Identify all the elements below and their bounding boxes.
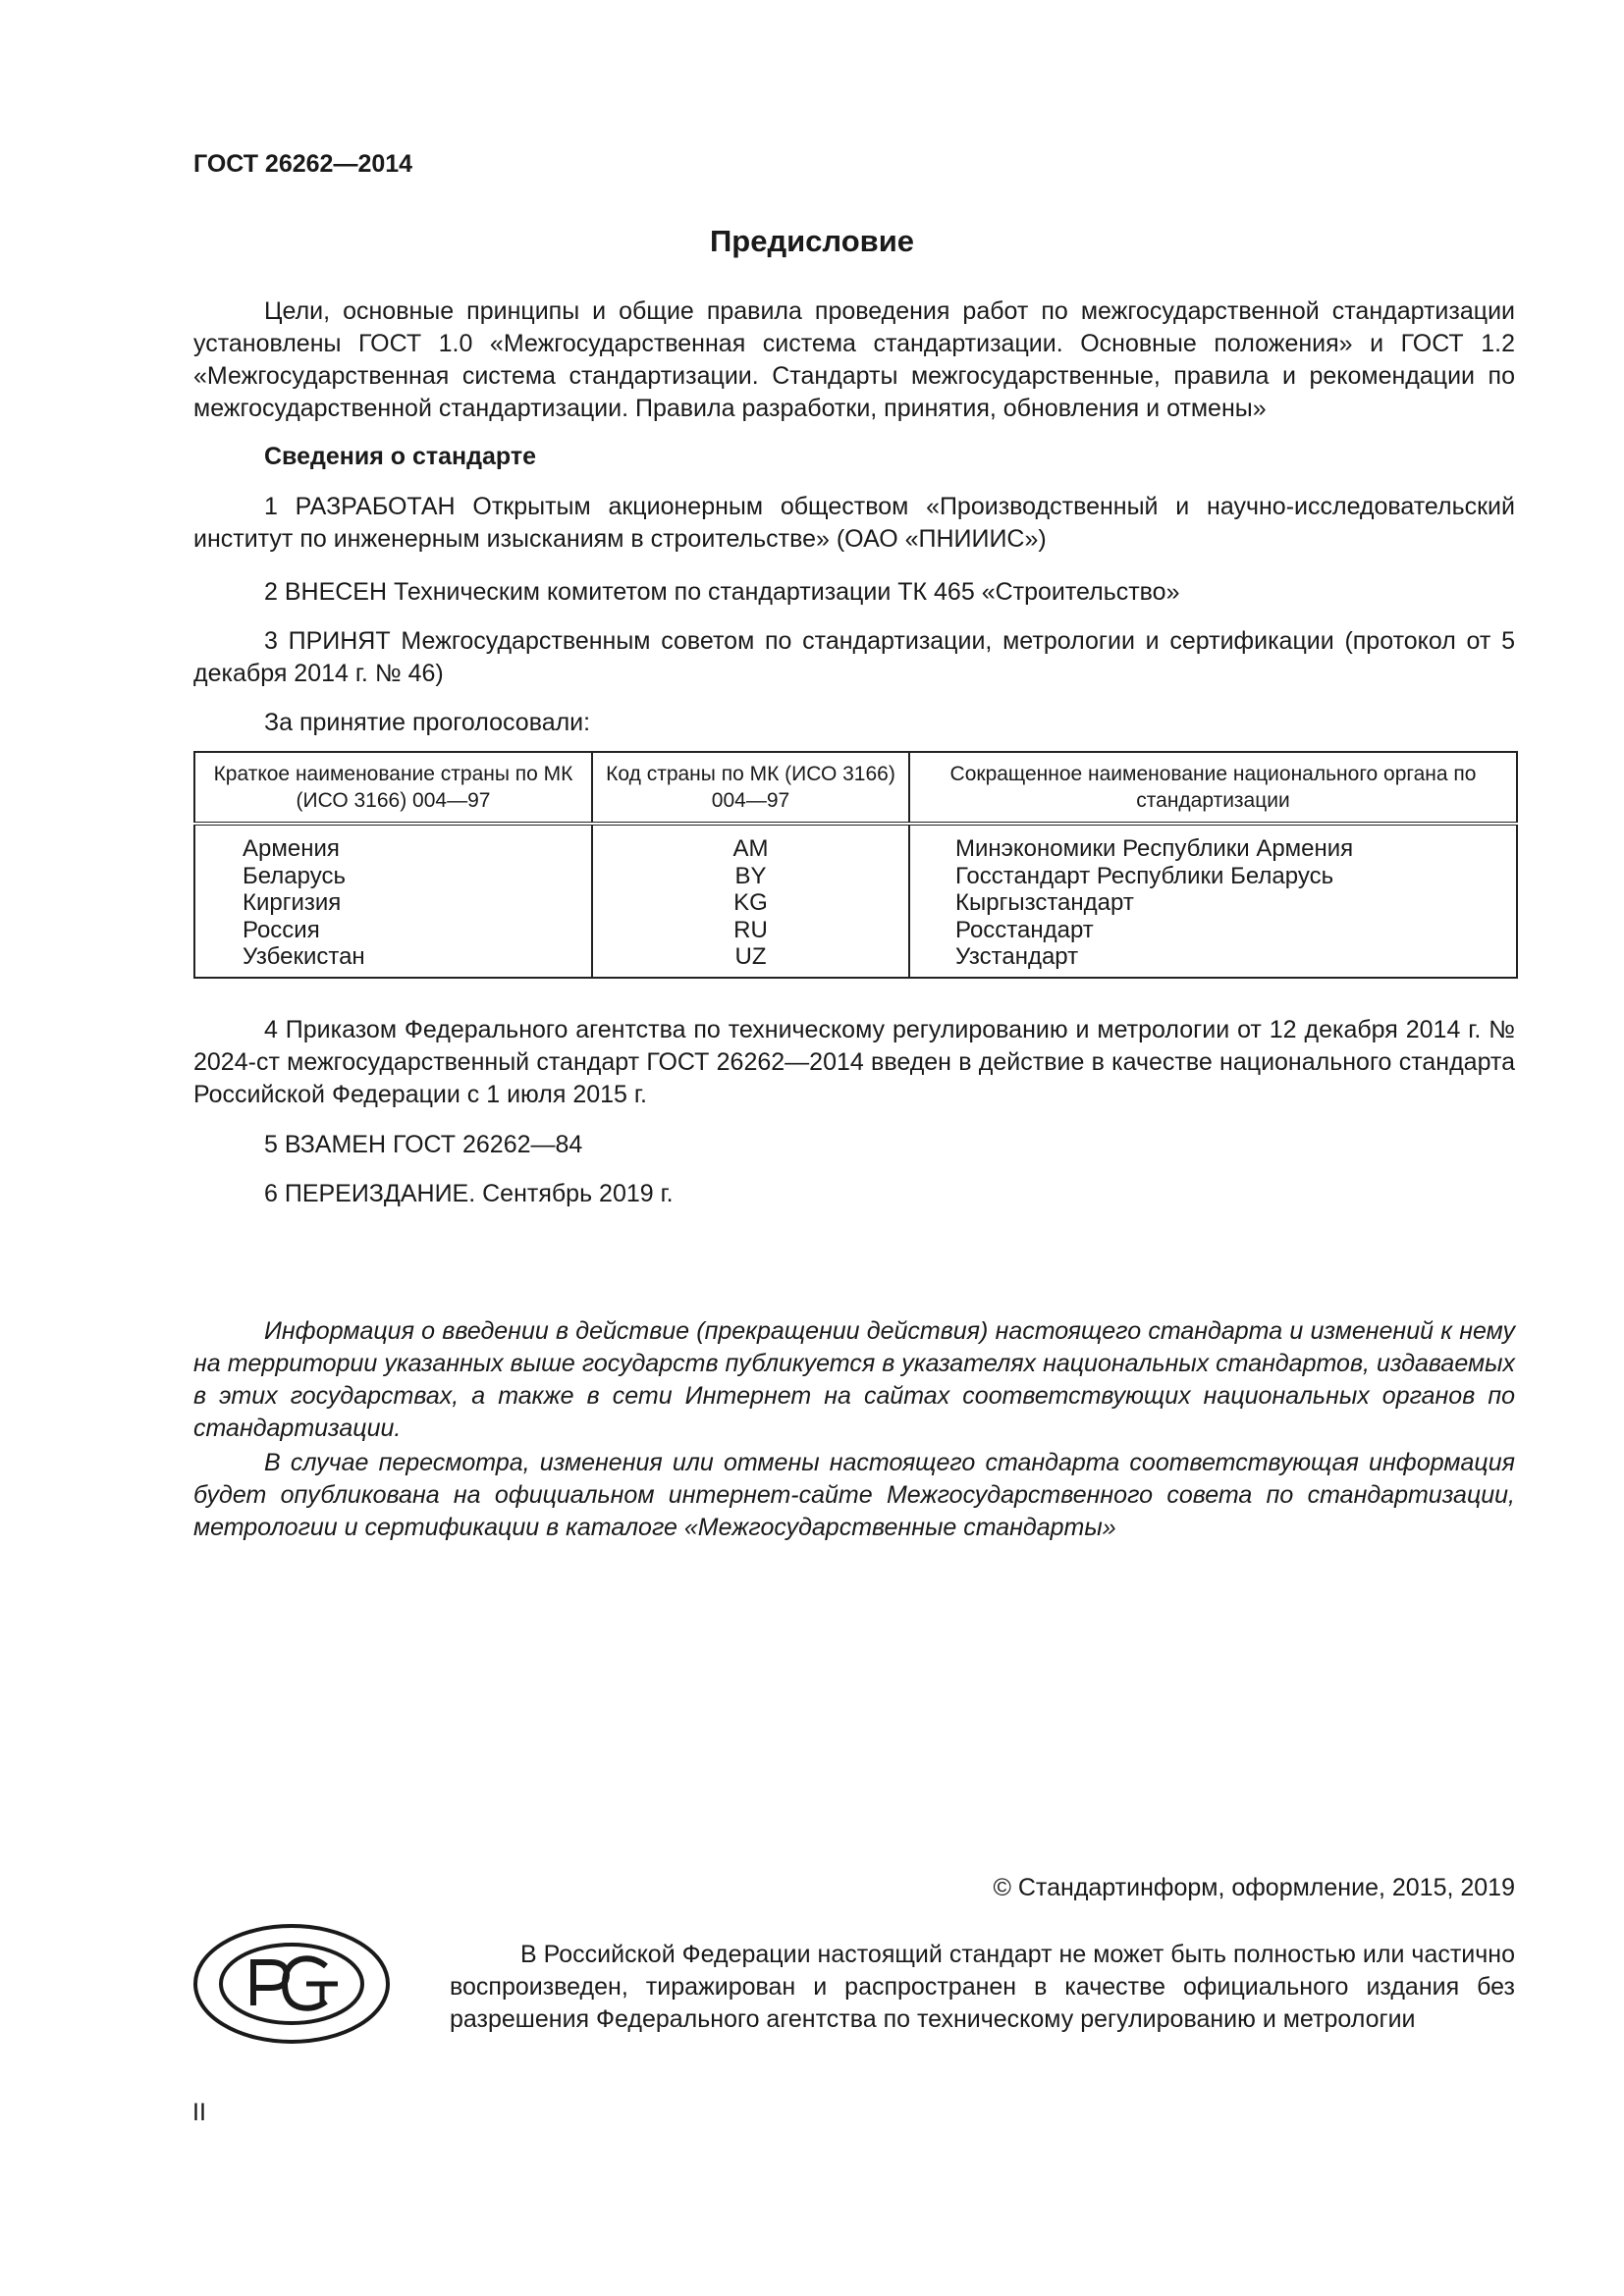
- item-2: 2 ВНЕСЕН Техническим комитетом по стандартизации ТК 465 «Строительство»: [264, 578, 1180, 606]
- intro-paragraph: Цели, основные принципы и общие правила проведения работ по межгосударственной стандартизации установлены ГОСТ 1.0 «Межгосударственная система стандартизации. Основные положения» и ГОСТ 1.2 «Межгосударственная система стандартизации. Стандарты межгосударственные, правила и рекомендации по межгосударственной стандартизации. Правила разработки, принятия, обновления и отмены»: [193, 297, 1515, 422]
- country-name: Россия: [243, 916, 320, 943]
- table-header-country: Краткое наименование страны по МК (ИСО 3166) 004—97: [194, 752, 592, 824]
- country-name: Беларусь: [243, 862, 346, 889]
- rst-certification-logo-icon: [192, 1923, 391, 2045]
- page-number: II: [192, 2099, 206, 2126]
- country-name: Киргизия: [243, 889, 342, 916]
- table-header-organ: Сокращенное наименование национального органа по стандартизации: [909, 752, 1517, 824]
- copyright: © Стандартинформ, оформление, 2015, 2019: [993, 1874, 1515, 1901]
- item-5: 5 ВЗАМЕН ГОСТ 26262—84: [264, 1131, 583, 1158]
- country-column: [194, 824, 592, 978]
- italic-info-2: В случае пересмотра, изменения или отмены настоящего стандарта соответствующая информация будет опубликована на официальном интернет-сайте Межгосударственного совета по стандартизации, метрологии и сертификации в каталоге «Межгосударственные стандарты»: [193, 1449, 1515, 1541]
- country-code: BY: [734, 862, 767, 889]
- country-code: RU: [733, 916, 768, 943]
- country-code: KG: [733, 889, 768, 916]
- item-4: 4 Приказом Федерального агентства по техническому регулированию и метрологии от 12 декабря 2014 г. № 2024-ст межгосударственный стандарт ГОСТ 26262—2014 введен в действие в качестве национального стандарта Российской Федерации с 1 июля 2015 г.: [193, 1016, 1515, 1108]
- item-3: 3 ПРИНЯТ Межгосударственным советом по стандартизации, метрологии и сертификации (протокол от 5 декабря 2014 г. № 46): [193, 627, 1515, 687]
- organ-name: Узстандарт: [955, 943, 1079, 970]
- voting-table: [193, 751, 1518, 979]
- country-name: Узбекистан: [243, 943, 365, 970]
- code-column: [592, 824, 909, 978]
- table-header-row: [194, 752, 1517, 824]
- table-header-code: Код страны по МК (ИСО 3166) 004—97: [592, 752, 909, 824]
- document-code: ГОСТ 26262—2014: [193, 150, 413, 178]
- reproduction-notice: В Российской Федерации настоящий стандарт не может быть полностью или частично воспроизведен, тиражирован и распространен в качестве официального издания без разрешения Федерального агентства по техническому регулированию и метрологии: [450, 1941, 1515, 2033]
- organ-name: Росстандарт: [955, 916, 1094, 943]
- info-heading: Сведения о стандарте: [264, 443, 537, 470]
- table-row: [194, 824, 1517, 978]
- item-1: 1 РАЗРАБОТАН Открытым акционерным обществом «Производственный и научно-исследовательский институт по инженерным изысканиям в строительстве» (ОАО «ПНИИИС»): [193, 493, 1515, 553]
- voted-label: За принятие проголосовали:: [264, 709, 591, 736]
- page-title: Предисловие: [709, 224, 914, 258]
- organ-name: Кыргызстандарт: [955, 889, 1134, 916]
- organ-name: Минэкономики Республики Армения: [955, 835, 1354, 862]
- italic-info-1: Информация о введении в действие (прекращении действия) настоящего стандарта и изменений к нему на территории указанных выше государств публикуется в указателях национальных стандартов, издаваемых в этих государствах, а также в сети Интернет на сайтах соответствующих национальных органов по стандартизации.: [193, 1317, 1515, 1442]
- item-6: 6 ПЕРЕИЗДАНИЕ. Сентябрь 2019 г.: [264, 1180, 674, 1207]
- country-code: AM: [732, 835, 769, 862]
- country-name: Армения: [243, 835, 340, 862]
- country-code: UZ: [734, 943, 767, 970]
- organ-column: [909, 824, 1517, 978]
- organ-name: Госстандарт Республики Беларусь: [955, 862, 1334, 889]
